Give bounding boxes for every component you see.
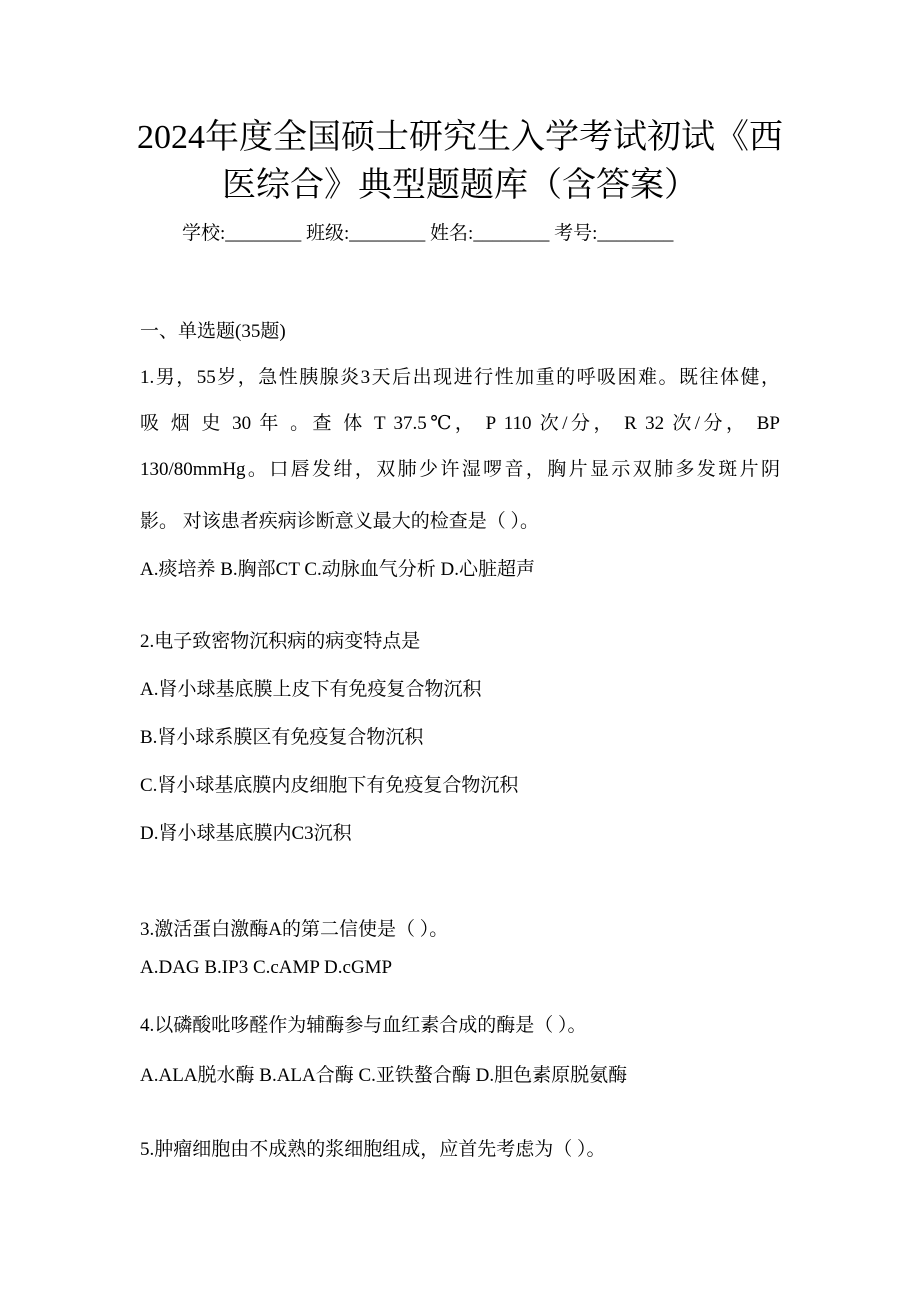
title-line-1: 2024年度全国硕士研究生入学考试初试《西 (137, 119, 783, 156)
q3-stem: 3.激活蛋白激酶A的第二信使是（ ）。 (140, 919, 449, 940)
q2-stem: 2.电子致密物沉积病的病变特点是 (140, 631, 421, 652)
q1-line-3: 130/80mmHg。口唇发绀，双肺少许湿啰音，胸片显示双肺多发斑片阴 (140, 459, 780, 480)
info-line: 学校:________ 班级:________ 姓名:________ 考号:________ (182, 223, 674, 244)
q2-option-d: D.肾小球基底膜内C3沉积 (140, 823, 352, 844)
q1-options: A.痰培养 B.胸部CT C.动脉血气分析 D.心脏超声 (140, 559, 535, 580)
q2-option-c: C.肾小球基底膜内皮细胞下有免疫复合物沉积 (140, 775, 519, 796)
q1-line-2: 吸 烟 史 30 年 。查 体 T 37.5℃， P 110 次/分， R 32 次/分， BP (140, 413, 780, 434)
title-line-2: 医综合》典型题题库（含答案） (222, 167, 698, 204)
section-heading: 一、单选题(35题) (140, 321, 286, 342)
q4-options: A.ALA脱水酶 B.ALA合酶 C.亚铁螯合酶 D.胆色素原脱氨酶 (140, 1065, 628, 1086)
q2-option-a: A.肾小球基底膜上皮下有免疫复合物沉积 (140, 679, 482, 700)
q3-options: A.DAG B.IP3 C.cAMP D.cGMP (140, 957, 393, 978)
q1-line-1: 1.男，55岁，急性胰腺炎3天后出现进行性加重的呼吸困难。既往体健， (140, 367, 780, 388)
q4-stem: 4.以磷酸吡哆醛作为辅酶参与血红素合成的酶是（ ）。 (140, 1015, 587, 1036)
q5-stem: 5.肿瘤细胞由不成熟的浆细胞组成，应首先考虑为（ ）。 (140, 1139, 606, 1160)
q2-option-b: B.肾小球系膜区有免疫复合物沉积 (140, 727, 424, 748)
q1-line-4: 影。 对该患者疾病诊断意义最大的检查是（ ）。 (140, 511, 540, 532)
